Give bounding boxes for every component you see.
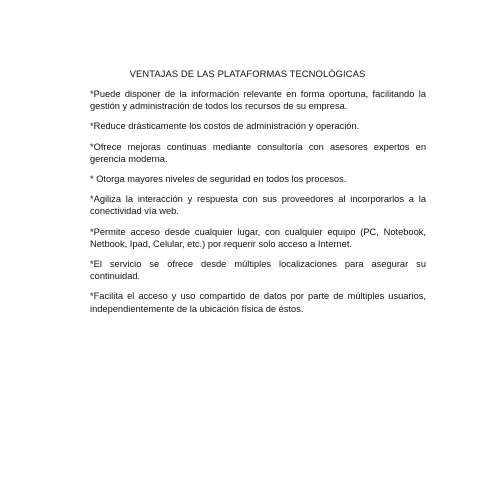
document-body xyxy=(90,88,426,323)
paragraph-cost-reduction: *Reduce drásticamente los costos de administración y operación. xyxy=(90,121,360,132)
document-title: VENTAJAS DE LAS PLATAFORMAS TECNOLÒGICAS xyxy=(129,68,366,79)
paragraph-continuity: *El servicio se ofrece desde múltiples localizaciones para asegurar su continuidad. xyxy=(90,259,426,282)
paragraph-shared-data: *Facilita el acceso y uso compartido de datos por parte de múltiples usuarios, independientemente de la ubicación física de éstos. xyxy=(90,291,426,314)
paragraph-consulting: *Ofrece mejoras continuas mediante consultoría con asesores expertos en gerencia moderna. xyxy=(90,141,426,164)
paragraph-security: * Otorga mayores niveles de seguridad en todos los procesos. xyxy=(90,174,347,185)
paragraph-remote-access: *Permite acceso desde cualquier lugar, con cualquier equipo (PC, Notebook, Netbook, Ipad, Celular, etc.) por requerir solo acceso a Internet. xyxy=(90,226,426,249)
paragraph-supplier-interaction: *Agiliza la interacción y respuesta con sus proveedores al incorporarlos a la conectividad vía web. xyxy=(90,194,426,217)
paragraph-information-access: *Puede disponer de la información relevante en forma oportuna, facilitando la gestión y administración de todos los recursos de su empresa. xyxy=(90,89,426,112)
